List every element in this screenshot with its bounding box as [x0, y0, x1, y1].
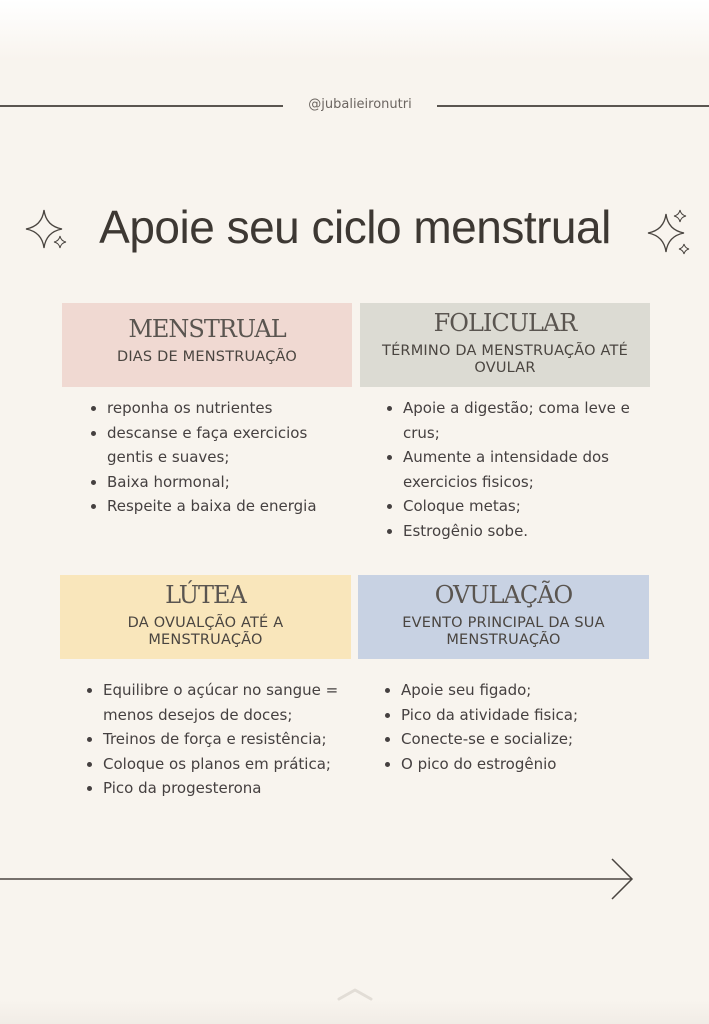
phase-subtitle: EVENTO PRINCIPAL DA SUA MENSTRUAÇÃO [402, 615, 605, 648]
phase-list-folicular [384, 396, 646, 543]
list-item: Apoie a digestão; coma leve e crus; [384, 396, 646, 445]
header-handle-row [0, 95, 709, 119]
phase-title: LÚTEA [165, 581, 246, 609]
list-item: Pico da atividade fisica; [382, 703, 644, 728]
list-item: Coloque metas; [384, 494, 646, 519]
list-item: Treinos de força e resistência; [84, 727, 354, 752]
list-item: Conecte-se e socialize; [382, 727, 644, 752]
phase-box-lutea [60, 575, 351, 659]
list-item: Aumente a intensidade dos exercicios fisicos; [384, 445, 646, 494]
list-item: Coloque os planos em prática; [84, 752, 354, 777]
phase-box-folicular [360, 303, 650, 387]
arrow-right-icon[interactable] [0, 855, 709, 905]
phase-list-ovulacao [382, 678, 644, 776]
sparkle-icon [24, 206, 72, 256]
list-item: Equilibre o açúcar no sangue = menos desejos de doces; [84, 678, 354, 727]
phase-list-lutea [84, 678, 354, 801]
instagram-handle[interactable]: @jubalieironutri [308, 97, 412, 112]
phase-title: MENSTRUAL [128, 315, 286, 343]
phase-list-menstrual [88, 396, 348, 519]
phase-box-ovulacao [358, 575, 649, 659]
divider-left [0, 105, 283, 107]
list-item: O pico do estrogênio [382, 752, 644, 777]
list-item: Apoie seu figado; [382, 678, 644, 703]
list-item: reponha os nutrientes [88, 396, 348, 421]
divider-right [437, 105, 709, 107]
list-item: descanse e faça exercicios gentis e suaves; [88, 421, 348, 470]
title-row [0, 196, 709, 266]
phase-title: FOLICULAR [433, 309, 577, 337]
phase-subtitle: TÉRMINO DA MENSTRUAÇÃO ATÉ OVULAR [382, 343, 628, 376]
list-item: Respeite a baixa de energia [88, 494, 348, 519]
list-item: Baixa hormonal; [88, 470, 348, 495]
phase-title: OVULAÇÃO [434, 581, 573, 609]
sparkle-icon [646, 208, 694, 258]
list-item: Pico da progesterona [84, 776, 354, 801]
phase-subtitle: DA OVUALÇÃO ATÉ A MENSTRUAÇÃO [127, 615, 284, 648]
phase-subtitle: DIAS DE MENSTRUAÇÃO [116, 349, 298, 365]
list-item: Estrogênio sobe. [384, 519, 646, 544]
phase-box-menstrual [62, 303, 352, 387]
page-title: Apoie seu ciclo menstrual [99, 201, 611, 253]
chevron-up-icon[interactable] [334, 984, 376, 1006]
